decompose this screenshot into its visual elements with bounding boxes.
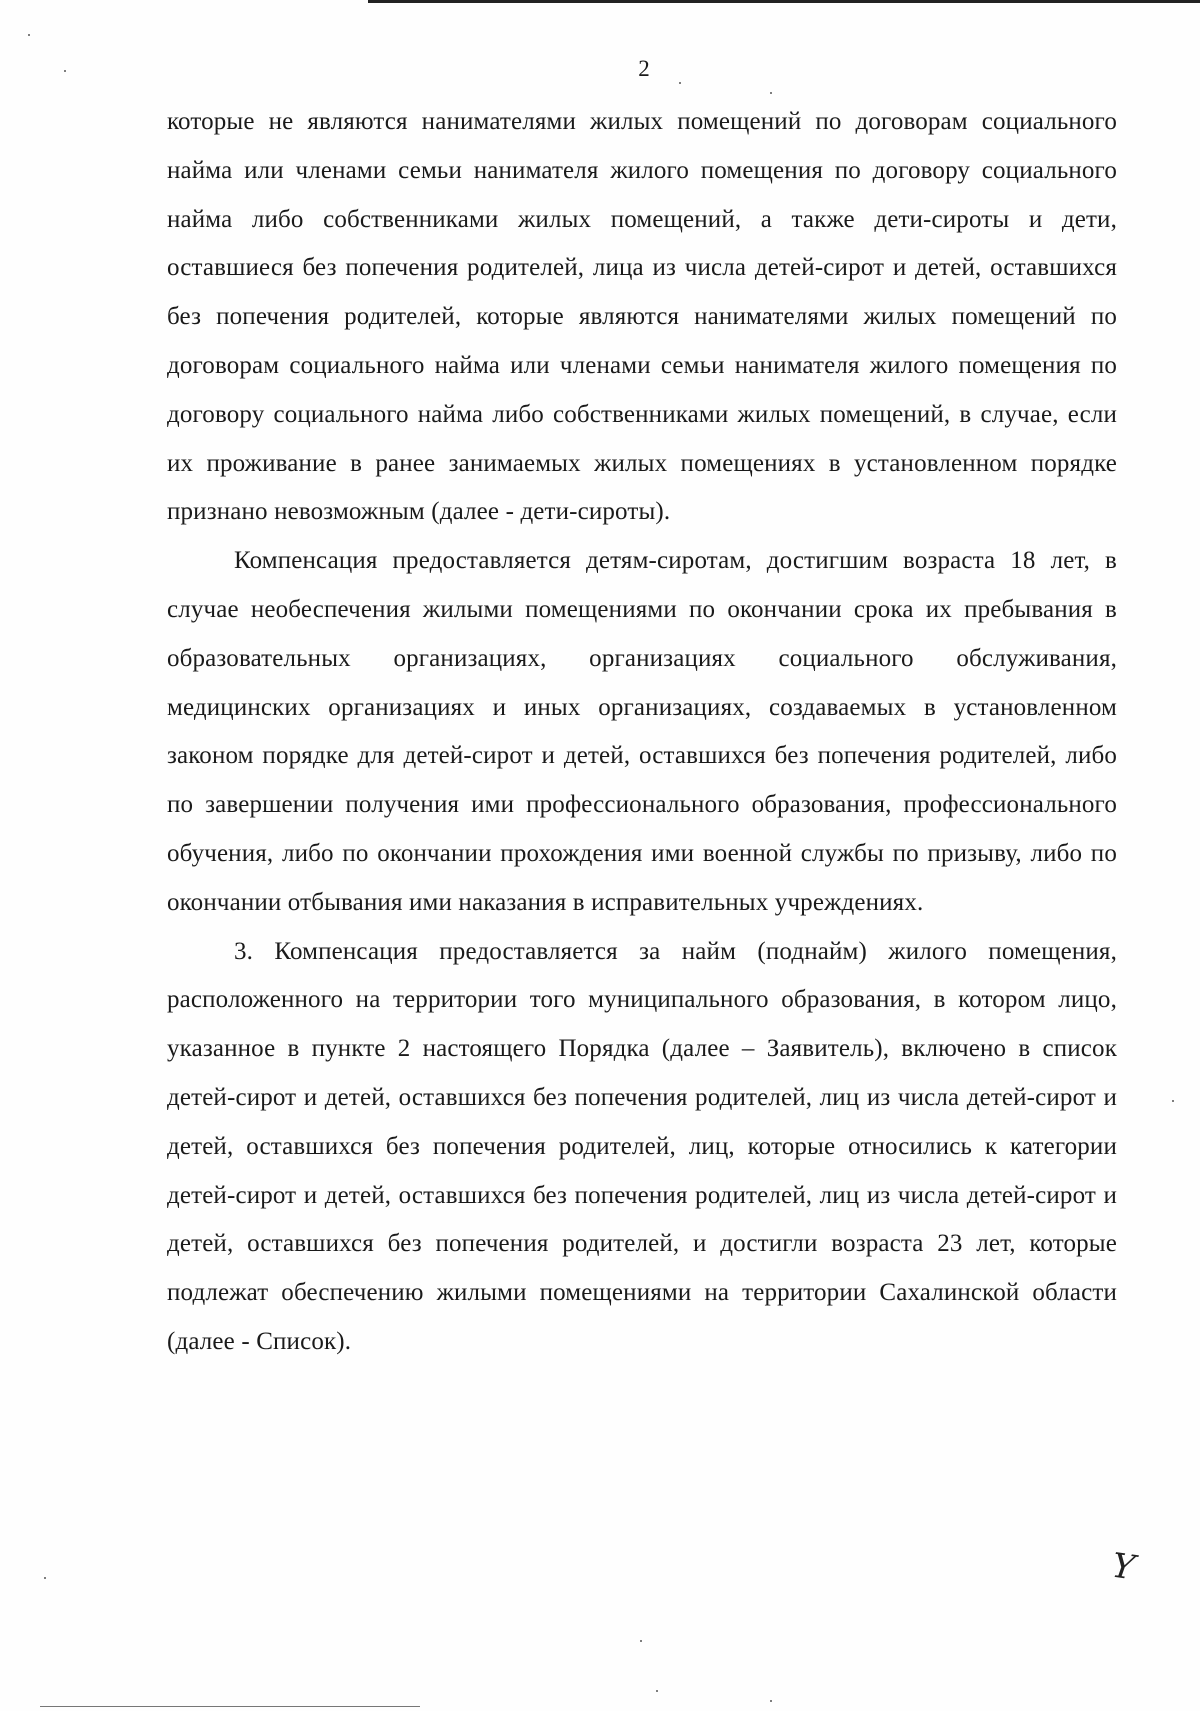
scan-speck xyxy=(679,82,681,84)
scan-speck xyxy=(64,70,66,72)
handwritten-page-mark: Y xyxy=(1109,1545,1138,1589)
page-number: 2 xyxy=(638,56,650,81)
document-body xyxy=(167,98,1117,1367)
paragraph-continuation: которые не являются нанимателями жилых помещений по договорам социального найма или членами семьи нанимателя жилого помещения по договору социального найма либо собственниками жилых помещений, а также дети-сироты и дети, оставшиеся без попечения родителей, лица из числа детей-сирот и детей, оставшихся без попечения родителей, которые являются нанимателями жилых помещений по договорам социального найма или членами семьи нанимателя жилого помещения по договору социального найма либо собственниками жилых помещений, в случае, если их проживание в ранее занимаемых жилых помещениях в установленном порядке признано невозможным (далее - дети-сироты). xyxy=(167,108,1117,526)
scan-speck xyxy=(770,1700,772,1702)
bottom-edge-rule xyxy=(40,1706,420,1707)
scan-speck xyxy=(770,92,772,94)
scan-speck xyxy=(44,1577,46,1579)
scan-speck xyxy=(1172,1100,1174,1102)
top-edge-rule xyxy=(368,0,1200,3)
scan-speck xyxy=(640,1640,642,1642)
paragraph-compensation-age: Компенсация предоставляется детям-сиротам, достигшим возраста 18 лет, в случае необеспечения жилыми помещениями по окончании срока их пребывания в образовательных организациях, организациях социального обслуживания, медицинских организациях и иных организациях, создаваемых в установленном законом порядке для детей-сирот и детей, оставшихся без попечения родителей, либо по завершении получения ими профессионального образования, профессионального обучения, либо по окончании прохождения ими военной службы по призыву, либо по окончании отбывания ими наказания в исправительных учреждениях. xyxy=(167,547,1117,916)
scan-speck xyxy=(28,34,30,36)
paragraph-point-3: 3. Компенсация предоставляется за найм (поднайм) жилого помещения, расположенного на территории того муниципального образования, в котором лицо, указанное в пункте 2 настоящего Порядка (далее – Заявитель), включено в список детей-сирот и детей, оставшихся без попечения родителей, лиц из числа детей-сирот и детей, оставшихся без попечения родителей, лиц, которые относились к категории детей-сирот и детей, оставшихся без попечения родителей, лиц из числа детей-сирот и детей, оставшихся без попечения родителей, и достигли возраста 23 лет, которые подлежат обеспечению жилыми помещениями на территории Сахалинской области (далее - Список). xyxy=(167,937,1117,1355)
scan-speck xyxy=(656,1690,658,1692)
